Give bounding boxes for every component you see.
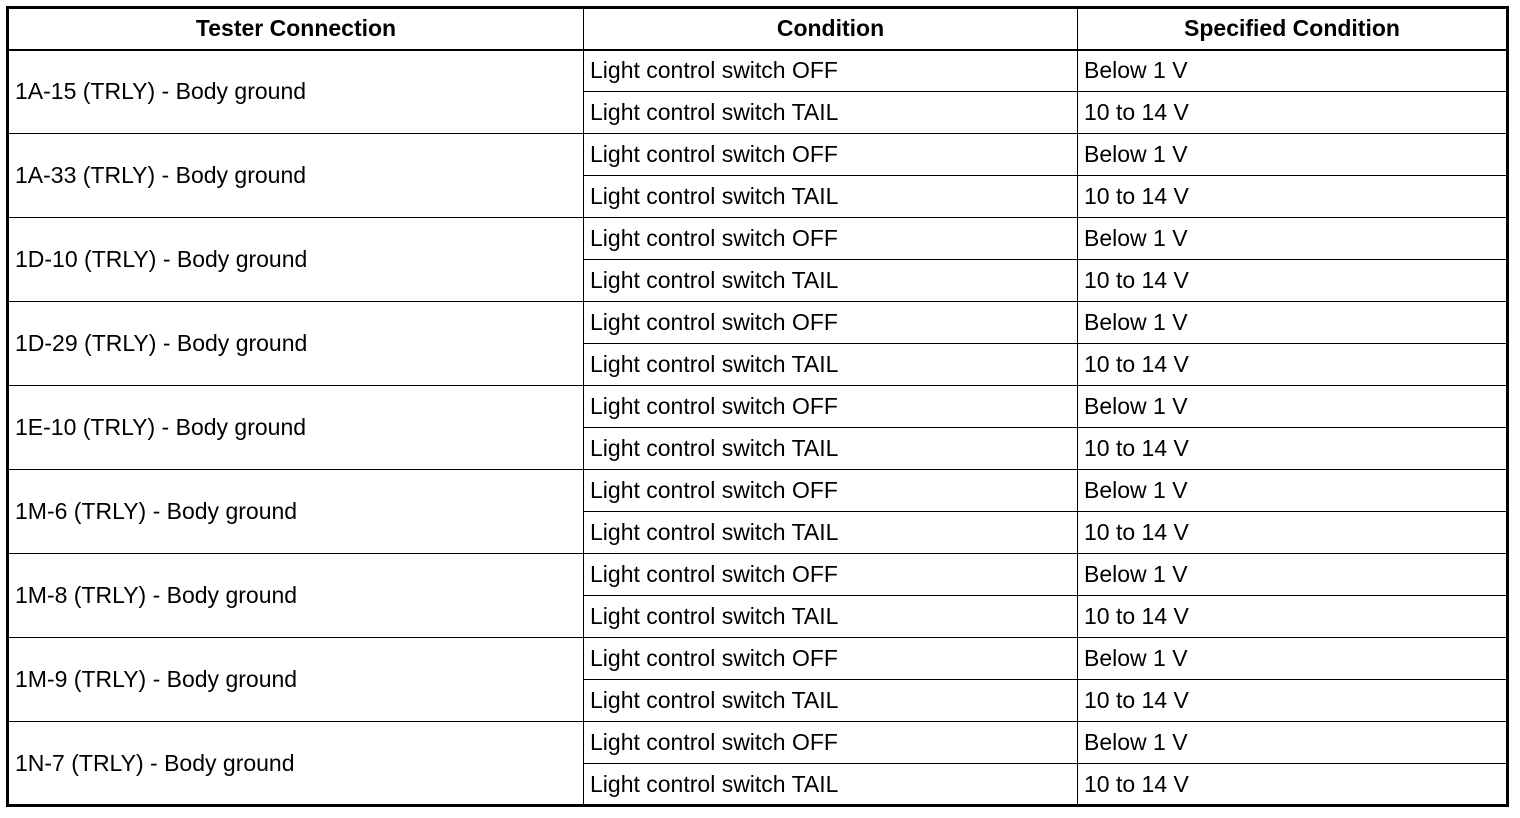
condition-tail-cell: Light control switch TAIL xyxy=(584,92,1078,134)
tester-connection-cell: 1M-6 (TRLY) - Body ground xyxy=(8,470,584,554)
tester-connection-cell: 1A-15 (TRLY) - Body ground xyxy=(8,50,584,134)
table-row xyxy=(8,638,1508,680)
tester-connection-cell: 1D-10 (TRLY) - Body ground xyxy=(8,218,584,302)
table-row xyxy=(8,50,1508,92)
condition-tail-cell: Light control switch TAIL xyxy=(584,176,1078,218)
table-row xyxy=(8,554,1508,596)
specified-off-cell: Below 1 V xyxy=(1078,554,1508,596)
tester-connection-cell: 1A-33 (TRLY) - Body ground xyxy=(8,134,584,218)
table-row xyxy=(8,134,1508,176)
specified-off-cell: Below 1 V xyxy=(1078,722,1508,764)
tester-connection-cell: 1E-10 (TRLY) - Body ground xyxy=(8,386,584,470)
condition-off-cell: Light control switch OFF xyxy=(584,218,1078,260)
specified-tail-cell: 10 to 14 V xyxy=(1078,512,1508,554)
condition-off-cell: Light control switch OFF xyxy=(584,386,1078,428)
table-row xyxy=(8,302,1508,344)
header-tester-connection: Tester Connection xyxy=(8,8,584,50)
specified-tail-cell: 10 to 14 V xyxy=(1078,176,1508,218)
condition-tail-cell: Light control switch TAIL xyxy=(584,260,1078,302)
tester-connection-cell: 1D-29 (TRLY) - Body ground xyxy=(8,302,584,386)
condition-off-cell: Light control switch OFF xyxy=(584,470,1078,512)
specified-tail-cell: 10 to 14 V xyxy=(1078,596,1508,638)
table-row xyxy=(8,386,1508,428)
condition-tail-cell: Light control switch TAIL xyxy=(584,344,1078,386)
condition-off-cell: Light control switch OFF xyxy=(584,722,1078,764)
table-row xyxy=(8,722,1508,764)
condition-tail-cell: Light control switch TAIL xyxy=(584,512,1078,554)
header-condition: Condition xyxy=(584,8,1078,50)
condition-tail-cell: Light control switch TAIL xyxy=(584,680,1078,722)
table-row xyxy=(8,218,1508,260)
condition-off-cell: Light control switch OFF xyxy=(584,134,1078,176)
tester-connection-cell: 1M-8 (TRLY) - Body ground xyxy=(8,554,584,638)
specified-tail-cell: 10 to 14 V xyxy=(1078,428,1508,470)
specified-tail-cell: 10 to 14 V xyxy=(1078,764,1508,806)
condition-off-cell: Light control switch OFF xyxy=(584,50,1078,92)
tester-connection-cell: 1N-7 (TRLY) - Body ground xyxy=(8,722,584,806)
specified-tail-cell: 10 to 14 V xyxy=(1078,92,1508,134)
table-header-row xyxy=(8,8,1508,50)
specified-off-cell: Below 1 V xyxy=(1078,386,1508,428)
specified-tail-cell: 10 to 14 V xyxy=(1078,260,1508,302)
spec-table-container xyxy=(6,6,1506,807)
condition-tail-cell: Light control switch TAIL xyxy=(584,764,1078,806)
table-row xyxy=(8,470,1508,512)
condition-off-cell: Light control switch OFF xyxy=(584,554,1078,596)
specified-off-cell: Below 1 V xyxy=(1078,638,1508,680)
tester-connection-cell: 1M-9 (TRLY) - Body ground xyxy=(8,638,584,722)
specified-off-cell: Below 1 V xyxy=(1078,134,1508,176)
specified-off-cell: Below 1 V xyxy=(1078,470,1508,512)
specified-off-cell: Below 1 V xyxy=(1078,218,1508,260)
condition-tail-cell: Light control switch TAIL xyxy=(584,596,1078,638)
condition-off-cell: Light control switch OFF xyxy=(584,302,1078,344)
condition-tail-cell: Light control switch TAIL xyxy=(584,428,1078,470)
header-specified-condition: Specified Condition xyxy=(1078,8,1508,50)
tester-connection-table xyxy=(6,6,1509,807)
condition-off-cell: Light control switch OFF xyxy=(584,638,1078,680)
specified-tail-cell: 10 to 14 V xyxy=(1078,680,1508,722)
specified-tail-cell: 10 to 14 V xyxy=(1078,344,1508,386)
specified-off-cell: Below 1 V xyxy=(1078,302,1508,344)
specified-off-cell: Below 1 V xyxy=(1078,50,1508,92)
